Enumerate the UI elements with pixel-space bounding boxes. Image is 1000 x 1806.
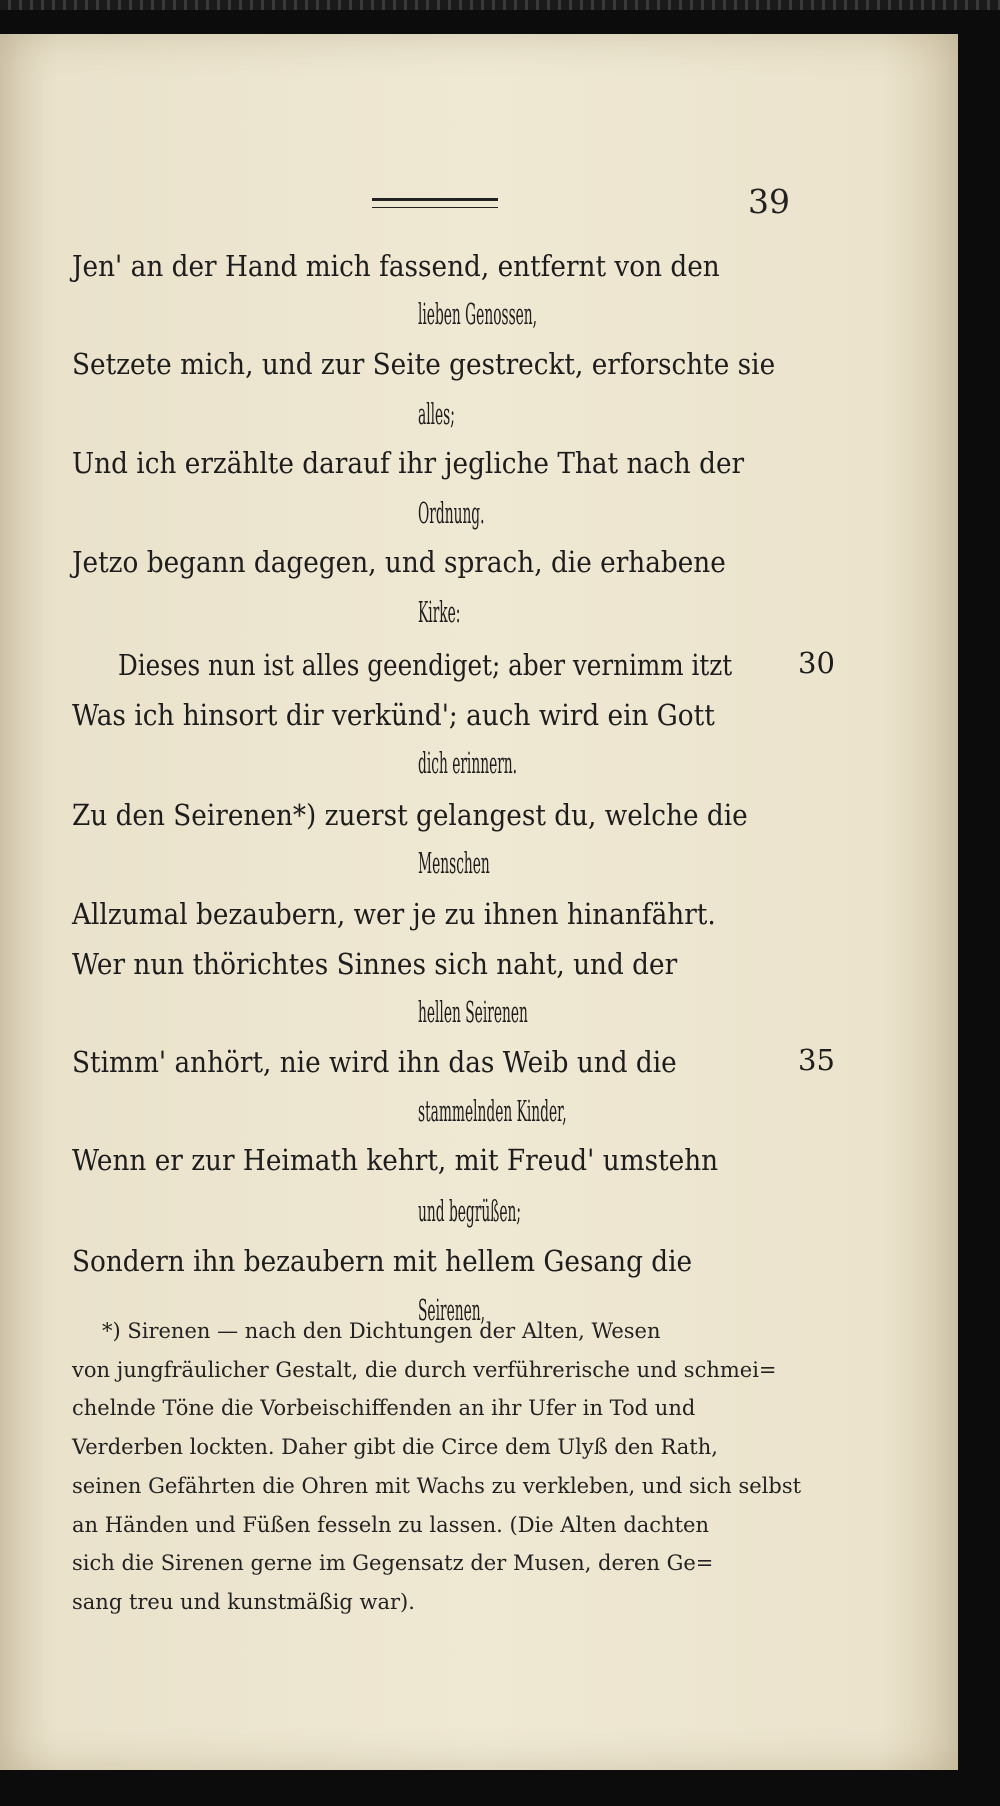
footnote xyxy=(72,1312,802,1622)
verse-line: Wenn er zur Heimath kehrt, mit Freud' umstehn xyxy=(72,1143,719,1177)
verse-line: hellen Seirenen xyxy=(418,995,528,1029)
footnote-line: sich die Sirenen gerne im Gegensatz der Musen, deren Ge= xyxy=(72,1551,714,1576)
verse-line: stammelnden Kinder, xyxy=(418,1094,567,1128)
verse-line: alles; xyxy=(418,397,455,431)
verse-line: Setzete mich, und zur Seite gestreckt, erforschte sie xyxy=(72,347,776,381)
header-rule xyxy=(372,198,498,208)
footnote-line: von jungfräulicher Gestalt, die durch verführerische und schmei= xyxy=(72,1357,777,1382)
verse-line: Allzumal bezaubern, wer je zu ihnen hinanfährt. xyxy=(72,897,716,931)
verse-line: Seirenen, xyxy=(418,1293,486,1327)
verse-line: Stimm' anhört, nie wird ihn das Weib und die xyxy=(72,1045,677,1079)
footnote-line: sang treu und kunstmäßig war). xyxy=(72,1589,415,1614)
verse-line: und begrüßen; xyxy=(418,1194,522,1228)
footnote-line: Verderben lockten. Daher gibt die Circe dem Ulyß den Rath, xyxy=(72,1435,718,1460)
line-number: 35 xyxy=(798,1043,835,1077)
footnote-line: an Händen und Füßen fesseln zu lassen. (Die Alten dachten xyxy=(72,1512,709,1537)
verse-line: Was ich hinsort dir verkünd'; auch wird ein Gott xyxy=(72,698,715,732)
footnote-line: chelnde Töne die Vorbeischiffenden an ihr Ufer in Tod und xyxy=(72,1396,696,1421)
verse-line: lieben Genossen, xyxy=(418,297,538,331)
verse-line: Kirke: xyxy=(418,595,461,629)
verse-line: dich erinnern. xyxy=(418,746,518,780)
verse-line: Und ich erzählte darauf ihr jegliche That nach der xyxy=(72,446,745,480)
page-number: 39 xyxy=(748,182,790,221)
verse-line: Zu den Seirenen*) zuerst gelangest du, welche die xyxy=(72,798,748,832)
footnote-line: *) Sirenen — nach den Dichtungen der Alten, Wesen xyxy=(102,1319,661,1343)
verse-line: Sondern ihn bezaubern mit hellem Gesang die xyxy=(72,1244,693,1278)
footnote-line: seinen Gefährten die Ohren mit Wachs zu verkleben, und sich selbst xyxy=(72,1473,802,1498)
verse-line: Ordnung. xyxy=(418,496,485,530)
verse-line: Jetzo begann dagegen, und sprach, die erhabene xyxy=(72,545,726,579)
line-number: 30 xyxy=(798,646,835,680)
verse-line: Dieses nun ist alles geendiget; aber vernimm itzt xyxy=(118,648,733,682)
verse-line: Wer nun thörichtes Sinnes sich naht, und der xyxy=(72,947,678,981)
verse-line: Menschen xyxy=(418,846,490,880)
scan-border xyxy=(0,0,1000,10)
verse-line: Jen' an der Hand mich fassend, entfernt von den xyxy=(72,249,720,283)
